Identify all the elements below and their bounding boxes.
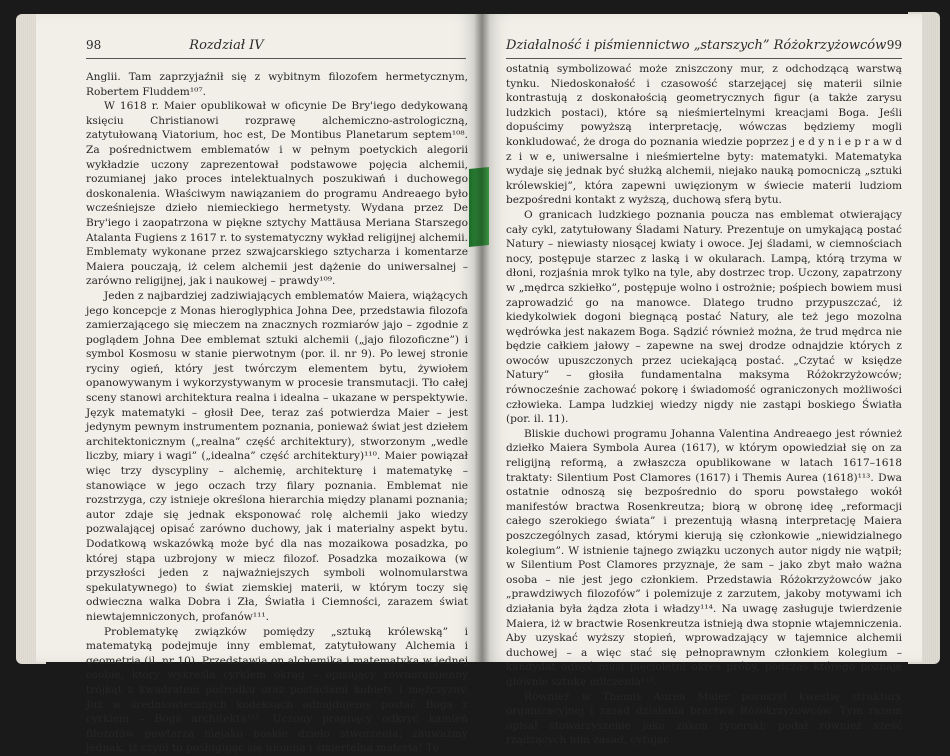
left-body-text [86,70,468,756]
paragraph: O granicach ludzkiego poznania poucza nas emblemat otwierający cały cykl, zatytułowany Śladami Natury. Prezentuje on umykającą postać Natury – niewiasty niosącej kwiaty i owoce. Jej śladami, w ciemnościach nocy, postępuje starzec z laską i w okularach. Lampą, którą trzyma w dłoni, rozjaśnia mrok tylko na tyle, aby dostrzec trop. Uczony, zapatrzony w „mędrca szkiełko”, postępuje wolno i ostrożnie; pośpiech bowiem musi zaprowadzić go na manowce. Dlatego trudno przypuszczać, iż kiedykolwiek dogoni biegnącą postać Natury, ale też jego mozolna wędrówka jest nakazem Boga. Sądzić również można, że trud mędrca nie będzie całkiem jałowy – zapewne na swej drodze odnajdzie których z owoców upuszczonych przez uciekającą postać. „Czytać w księdze Natury” – głosiła fundamentalna maksyma Różokrzyżowców; równocześnie zachować pokorę i świadomość ograniczonych możliwości człowieka. Lampa ludzkiej wiedzy nigdy nie zastąpi boskiego Światła (por. il. 11). [506,208,902,426]
left-running-header [86,38,264,53]
paragraph: ostatnią symbolizować może zniszczony mur, z odchodzącą warstwą tynku. Niedoskonałość i czasowość starzejącej się materii silnie kontrastują z doskonałością geometrycznych figur (a także zarysu ludzkich postaci), które są nieśmiertelnymi kreacjami Boga. Jeśli dopuścimy powyższą interpretację, wówczas będziemy mogli konkludować, że droga do poznania wiedzie poprzez j e d y n i e p r a w d z i w e, uniwersalne i nieśmiertelne byty: matematyki. Matematyka wydaje się jednak być służką alchemii, niejako nauką pomocniczą „sztuki królewskiej”, która zapewni uwięzionym w świecie materii ludziom bezpośredni kontakt z wyższą, duchową sferą bytu. [506,63,902,207]
right-page-number: 99 [886,38,902,52]
left-page [36,14,482,755]
paragraph: Problematykę związków pomiędzy „sztuką królewską” i matematyką podejmuje inny emblemat, zatytułowany Alchemia i geometria (il. nr 10). Przedstawia on alchemika i matematyka w jednej osobie, który wykreśla cyrklem okrąg – opisujący równoramienny trójkąt z kwadratem pośrodku oraz postaciami kobiety i mężczyzny. Już w średniowiecznych kodeksach odnajdujemy postać Boga z cyrklem – Boga architekta¹¹². Uczony pragnący odkryć kamień filozofów powtarza niejako boskie dzieło stworzenia; zauważmy jednak, iż czyni to posługując się ułomną i śmiertelną materią! Tę [86,625,468,755]
paragraph: Jeden z najbardziej zadziwiających emblematów Maiera, wiążących jego koncepcje z Monas hieroglyphica Johna Dee, przedstawia filozofa zamierzającego się mieczem na znacznych rozmiarów jajo – zgodnie z poglądem Johna Dee emblemat sztuki alchemii („jajo filozoficzne”) i symbol Kosmosu w stanie pierwotnym (por. il. nr 9). Po lewej stronie ryciny ogień, który jest twórczym elementem bytu, żywiołem opanowywanym i wykorzystywanym w procesie transmutacji. Tło całej sceny stanowi architektura realna i idealna – ukazane w perspektywie. Język matematyki – głosił Dee, teraz zaś potwierdza Maier – jest jedynym pewnym instrumentem poznania, ponieważ świat jest dziełem architektonicznym („realna” część architektury), stworzonym „wedle liczby, miary i wagi” („idealna” część architektury)¹¹⁰. Maier powiązał więc trzy dyscypliny – alchemię, architekturę i matematykę – stanowiące w jego oczach trzy filary poznania. Emblemat nie rozstrzyga, czy istnieje określona hierarchia między planami poznania; autor zdaje się jednak eksponować rolę alchemii jako wiedzy pozwalającej opisać zarówno duchowy, jak i materialny aspekt bytu. Dodatkową wskazówką może być dla nas mozaikowa posadzka, po której stąpa uzbrojony w miecz filozof. Posadzka mozaikowa (w przyszłości jeden z najważniejszych symboli wolnomularstwa spekulatywnego) to świat ziemskiej materii, w którym toczy się odwieczna walka Dobra i Zła, Światła i Ciemności, zarazem świat niewtajemniczonych, profanów¹¹¹. [86,289,468,623]
right-header-rule [506,58,902,59]
paragraph: W 1618 r. Maier opublikował w oficynie De Bry'iego dedykowaną księciu Christianowi rozprawę alchemiczno-astrologiczną, zatytułowaną Viatorium, hoc est, De Montibus Planetarum septem¹⁰⁸. Za pośrednictwem emblematów i w pełnym poetyckich alegorii wykładzie uczony zaprezentował podstawowe pojęcia alchemii, rozumianej jako proces intelektualnych poszukiwań i duchowego doskonalenia. Właściwym nawiązaniem do programu Andreaego było wcześniejsze dzieło niemieckiego hermetysty. Wydana przez De Bry'iego i zaopatrzona w piękne sztychy Mattäusa Meriana Starszego Atalanta Fugiens z 1617 r. to systematyczny wykład religijnej alchemii. Emblematy wykonane przez szwajcarskiego sztycharza i komentarze Maiera pouczają, iż celem alchemii jest dążenie do uniwersalnej – zarówno religijnej, jak i naukowej – prawdy¹⁰⁹. [86,100,468,288]
left-header-rule [86,58,466,59]
right-running-header [506,38,902,53]
left-running-head: Rozdział IV [189,38,264,53]
bookmark-ribbon [469,167,489,247]
paragraph: Również w Themis Aurea Maier poruszył kwestię struktury organizacyjnej i zasad działania bractwa Różokrzyżowców. Tym razem opisał stowarzyszenie jako zakon rycerski; podał również sześć rządzących nim zasad, cytując [506,690,902,747]
right-running-head: Działalność i piśmiennictwo „starszych” Różokrzyżowców [506,38,887,53]
paragraph: Bliskie duchowi programu Johanna Valentina Andreaego jest również dziełko Maiera Symbola Aurea (1617), w którym opowiedział się on za religijną reformą, a zwłaszcza opublikowane w latach 1617–1618 traktaty: Silentium Post Clamores (1617) i Themis Aurea (1618)¹¹³. Dwa ostatnie odnoszą się bezpośrednio do sporu powstałego wokół manifestów bractwa Rosenkreutza; biorą w obronę ideę „reformacji całego szerokiego świata” i prezentują własną interpretację Maiera poszczególnych zasad, którymi kierują się członkowie „niewidzialnego kolegium”. W istnienie tajnego związku uczonych autor nigdy nie wątpił; w Silentium Post Clamores przyznaje, że sam – jako zbyt mało ważna osoba – nie jest jego członkiem. Przedstawia Różokrzyżowców jako „prawdziwych filozofów” i polemizuje z zarzutem, jakoby motywami ich działania była żądza złota i władzy¹¹⁴. Na uwagę zasługuje twierdzenie Maiera, iż w bractwie Rosenkreutza istnieją dwa stopnie wtajemniczenia. Aby uzyskać wyższy stopień, wprowadzający w tajemnice alchemii duchowej – a więc stać się pełnoprawnym członkiem kolegium – kandydat odbyć musi pięcioletni okres próby, podczas którego poznaje głównie sztukę milczenia¹¹⁵. [506,427,902,688]
paragraph: Anglii. Tam zaprzyjaźnił się z wybitnym filozofem hermetycznym, Robertem Fluddem¹⁰⁷. [86,71,468,98]
right-page [482,14,922,747]
right-body-text [506,62,902,748]
left-page-number: 98 [86,38,102,52]
